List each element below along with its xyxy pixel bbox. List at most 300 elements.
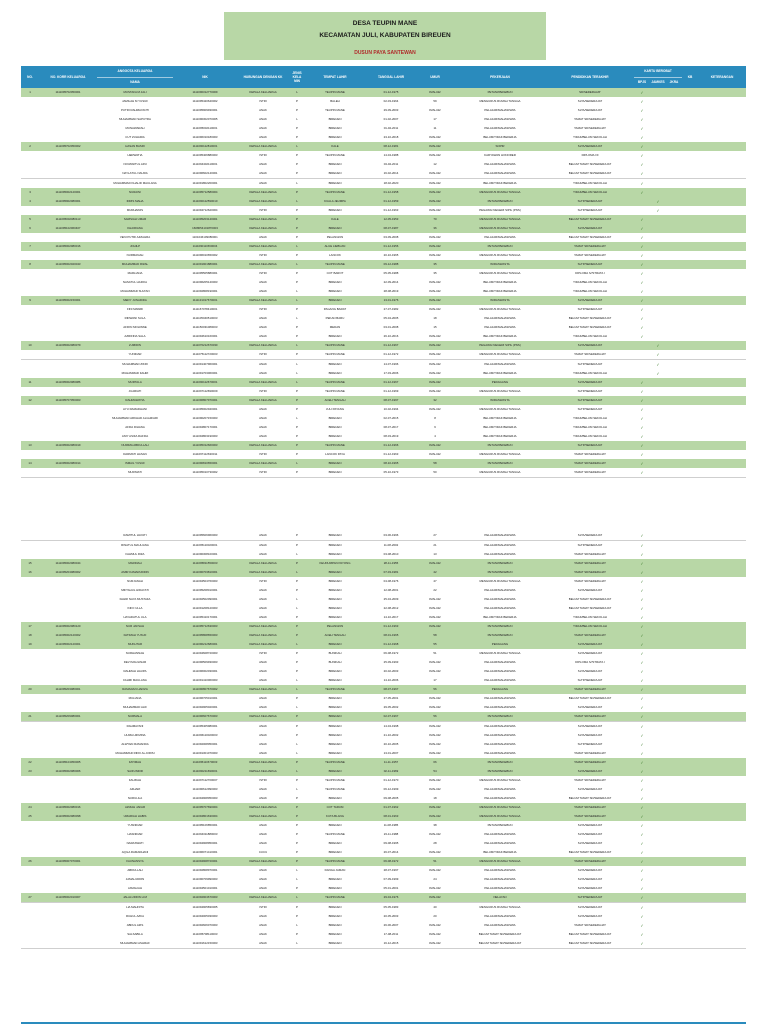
cell-jk: L (296, 678, 298, 683)
cell-b: ✓ (640, 823, 644, 829)
cell-tempat: LANCOK PAYA (325, 452, 345, 456)
cell-nama: NARASWATI (126, 841, 144, 846)
cell-tempat: BIREUEN (328, 578, 342, 583)
cell-no_kk: 1111095204080002 (55, 569, 81, 574)
cell-tgl: 16-12-2015 (383, 940, 399, 945)
cell-umur: #VALUE! (429, 868, 441, 873)
cell-didik: TIDAK/BELUM SEKOLAH (573, 180, 607, 185)
cell-jk: P (296, 931, 298, 936)
cell-jk: P (296, 587, 298, 592)
cell-b: ✓ (640, 325, 644, 331)
cell-nama: RIDWANI SULA (124, 316, 146, 321)
cell-nik: 1111095811550003 (192, 560, 218, 565)
cell-hub: KEPALA KELUARGA (249, 768, 277, 773)
cell-umur: #VALUE! (429, 252, 441, 257)
cell-jk: L (296, 243, 298, 248)
cell-kerja: PETANI/PEKEBUN (487, 569, 513, 574)
cell-didik: BELUM TAMAT SD/SEDERAJAT (568, 216, 612, 221)
cell-nama: RAHMAYANI (126, 723, 144, 728)
cell-no: 3 (29, 189, 31, 194)
cell-tempat: TEUPIN MANE (325, 786, 345, 791)
cell-tempat: TEUPIN MANE (325, 859, 345, 864)
cell-hub: ANAK (259, 361, 267, 366)
cell-j: ✓ (656, 361, 660, 367)
cell-nik: 1111070212670030 (192, 343, 218, 348)
cell-umur: 54 (433, 768, 437, 773)
cell-tempat: BIREUEN (328, 289, 342, 294)
header-kb: KB (687, 75, 693, 79)
cell-b: ✓ (640, 307, 644, 313)
cell-umur: #VALUE! (429, 307, 441, 312)
cell-kerja: PELAJAR/MAHASISWA (484, 841, 516, 846)
cell-kerja: PELAJAR/MAHASISWA (484, 886, 516, 891)
cell-nik: 1111097112700007 (192, 777, 218, 782)
header-tanggal-lahir: TANGGAL LAHIR (377, 75, 405, 79)
cell-jk: P (296, 633, 298, 637)
cell-no: 4 (29, 198, 31, 203)
cell-hub: KEPALA KELUARGA (249, 714, 277, 719)
cell-didik: SLTP/SEDERAJAT (577, 397, 603, 402)
cell-no: 18 (28, 633, 32, 637)
cell-tempat: BIREUEN (328, 723, 342, 728)
cell-umur: 17 (433, 117, 437, 122)
cell-no: 14 (28, 461, 32, 466)
cell-tempat: BIREUEN (328, 904, 342, 909)
cell-b: ✓ (640, 578, 644, 584)
cell-jk: P (296, 252, 298, 257)
cell-tgl: 20-05-2003 (383, 913, 399, 918)
cell-b: ✓ (640, 271, 644, 276)
cell-nik: 1111094801630004 (192, 814, 218, 818)
cell-hub: ANAK (259, 542, 267, 547)
cell-umur: 6 (434, 424, 436, 429)
cell-kerja: MENGURUS RUMAH TANGGA (479, 252, 521, 257)
cell-hub: ANAK (259, 180, 267, 185)
cell-tgl: 17-03-2006 (383, 370, 399, 375)
cell-umur: #VALUE! (429, 180, 441, 185)
cell-didik: SLTA/SEDERAJAT (577, 669, 603, 674)
cell-tempat: KUALA JEUMPA (324, 198, 346, 203)
cell-kerja: PEDAGANG (491, 687, 509, 692)
cell-b: ✓ (640, 551, 644, 557)
cell-nama: CUT ZUHAIRA (125, 135, 145, 140)
cell-didik: SLTP/SEDERAJAT (577, 406, 603, 411)
cell-b: ✓ (640, 642, 644, 648)
header-nama: NAMA (130, 80, 140, 84)
cell-nik: 1111091703060001 (192, 370, 218, 375)
cell-tempat: BIREUEN (328, 180, 342, 185)
cell-didik: SLTA/SEDERAJAT (577, 379, 603, 384)
cell-tempat: BIREUEN (328, 940, 342, 945)
cell-tgl: 23-10-2018 (383, 135, 399, 140)
village-title: DESA TEUPIN MANE (352, 20, 418, 27)
cell-no_kk: 1111095209080001 (55, 714, 81, 719)
cell-nama: FINI MAWRI (126, 307, 144, 312)
header-bpjs: BPJS (637, 80, 647, 84)
cell-umur: 12 (433, 162, 437, 167)
cell-tempat: TEUPIN MANE (325, 777, 345, 782)
cell-tgl: 07-09-1999 (383, 877, 399, 882)
cell-jk: L (296, 922, 298, 927)
cell-umur: 21 (433, 542, 437, 547)
cell-tgl: 01-12-1956 (383, 243, 399, 248)
cell-kerja: PELAJAR/MAHASISWA (484, 542, 516, 547)
cell-jk: L (296, 461, 298, 466)
cell-tempat: COT BAROT (326, 271, 344, 275)
cell-didik: SLTA/SEDERAJAT (577, 533, 603, 538)
cell-didik: SLTA/SEDERAJAT (577, 108, 603, 113)
cell-umur: 13 (433, 551, 437, 556)
cell-hub: ANAK (259, 135, 267, 140)
cell-tempat: LANCOK (329, 252, 341, 257)
cell-tgl: 03-09-2008 (383, 234, 399, 239)
cell-nik: 1111090111560004 (192, 243, 218, 248)
cell-b: ✓ (640, 388, 644, 394)
cell-hub: ANAK (259, 696, 267, 701)
cell-no_kk: 1111095002150001 (55, 298, 81, 303)
cell-no: 7 (29, 243, 31, 248)
cell-jk: L (296, 605, 298, 610)
cell-umur: #VALUE! (429, 361, 441, 366)
cell-hub: ANAK (259, 823, 267, 828)
cell-jk: L (296, 877, 298, 882)
cell-tgl: 29-05-2002 (383, 705, 399, 710)
cell-b: ✓ (640, 687, 644, 693)
cell-kerja: BELUM/TIDAK BEKERJA (483, 135, 517, 140)
cell-nama: ISMAIL YUSUF (125, 461, 145, 466)
cell-nik: 1111092502090001 (192, 596, 218, 601)
cell-nik: 1111091407960001 (192, 361, 218, 366)
header-jkra: JKRA (669, 80, 679, 84)
cell-nama: PUTRI RAHMAYANTI (121, 108, 149, 113)
cell-jk: L (296, 895, 298, 900)
cell-hub: ISTRI (259, 578, 267, 583)
cell-b: ✓ (640, 379, 644, 385)
cell-tempat: JULI PAYANG (325, 406, 345, 411)
cell-kerja: PELAJAR/MAHASISWA (484, 587, 516, 592)
cell-tgl: 09-08-1995 (383, 841, 399, 846)
cell-kerja: PEDAGANG (491, 379, 509, 384)
cell-tgl: 02-07-2015 (383, 415, 399, 420)
hamlet-subtitle: DUSUN PAYA SANTEWAN (354, 50, 416, 56)
cell-nama: SAMSIAH UMAR (123, 216, 147, 221)
cell-no_kk: 1111095002080044 (55, 560, 81, 565)
cell-jk: P (296, 795, 298, 800)
cell-didik: TIDAK/BELUM SEKOLAH (573, 433, 607, 438)
cell-b: ✓ (640, 714, 644, 720)
cell-nik: 1111090112810001 (192, 144, 218, 149)
cell-umur: #VALUE! (429, 406, 441, 411)
cell-kerja: PELAJAR/MAHASISWA (484, 750, 516, 755)
cell-kerja: MENGURUS RUMAH TANGGA (479, 99, 521, 104)
cell-jk: L (296, 316, 298, 321)
cell-tgl: 28-11-1955 (383, 560, 399, 565)
cell-didik: SLTP/SEDERAJAT (577, 895, 603, 900)
cell-jk: P (296, 660, 298, 665)
cell-umur: #VALUE! (429, 804, 441, 809)
cell-kerja: BELUM/TIDAK BEKERJA (483, 424, 517, 429)
cell-tempat: ALUE LIEBUAN (324, 243, 346, 248)
cell-tempat: BIREUEN (328, 705, 342, 710)
cell-hub: ISTRI (259, 904, 267, 909)
cell-jk: L (296, 868, 298, 873)
cell-kerja: MENGURUS RUMAH TANGGA (479, 225, 521, 230)
cell-b: ✓ (640, 786, 644, 792)
cell-kerja: PELAJAR/MAHASISWA (484, 551, 516, 556)
cell-tgl: 08-03-2019 (383, 433, 399, 438)
cell-tempat: TEUPIN MANE (325, 153, 345, 158)
cell-jk: P (296, 542, 298, 547)
cell-b: ✓ (640, 660, 644, 666)
cell-umur: #VALUE! (429, 741, 441, 746)
cell-nama: FAUZIAH (128, 777, 142, 782)
cell-tgl: 03-06-1996 (383, 533, 399, 538)
cell-nama: MUHAMMAD ALIF (122, 705, 148, 710)
cell-jk: L (296, 687, 298, 692)
cell-no_kk: 1111095002080079 (55, 343, 81, 348)
cell-umur: 58 (433, 461, 437, 466)
cell-no: 2 (29, 144, 31, 149)
cell-kerja: PETANI/PEKEBUN (487, 198, 513, 203)
cell-kerja: PELAJAR/MAHASISWA (484, 877, 516, 882)
cell-nik: 1111097112630011 (192, 452, 218, 456)
cell-nik: 1111095406880003 (192, 153, 218, 158)
cell-no_kk: 1111095902080001 (55, 198, 81, 203)
cell-didik: SLTA/SEDERAJAT (577, 343, 603, 348)
cell-tgl: 11-11-1957 (383, 759, 399, 764)
cell-b: ✓ (640, 452, 644, 457)
cell-jk: L (296, 370, 298, 375)
cell-tempat: BIREUEN (328, 614, 342, 619)
cell-hub: ISTRI (259, 352, 267, 357)
cell-hub: ISTRI (259, 388, 267, 393)
cell-jk: P (296, 759, 298, 764)
cell-jk: P (296, 108, 298, 113)
cell-hub: ISTRI (259, 252, 267, 257)
cell-hub: KEPALA KELUARGA (249, 759, 277, 764)
cell-tempat: BIREUEN (328, 424, 342, 429)
cell-didik: TAMAT SD/SEDERAJAT (574, 461, 606, 466)
cell-j: ✓ (656, 343, 660, 349)
cell-kerja: WIRASWASTA (490, 397, 510, 402)
cell-j: ✓ (656, 370, 660, 376)
cell-kerja: BELUM/TIDAK BEKERJA (483, 415, 517, 420)
cell-jk: P (296, 135, 298, 140)
cell-no: 26 (28, 859, 32, 864)
cell-kerja: PELAJAR/MAHASISWA (484, 696, 516, 701)
cell-tempat: BIREUEN (328, 605, 342, 610)
cell-tgl: 01-02-2007 (383, 117, 399, 122)
cell-tempat: BIREUEN (328, 117, 342, 122)
cell-tgl: 29-09-2003 (383, 108, 399, 113)
cell-nama: MUNAWARAH (125, 126, 145, 131)
cell-b: ✓ (640, 832, 644, 838)
cell-nama: MARLIANA (127, 271, 143, 275)
cell-tempat: TEUPIN MANE (325, 343, 345, 348)
cell-hub: KEPALA KELUARGA (249, 198, 277, 203)
cell-nama: MUHAMMAD ASHRAF (120, 940, 150, 945)
cell-tgl: 14-04-1998 (383, 723, 399, 728)
cell-nama: FATIMAH YUSUF (123, 633, 147, 637)
cell-nama: MUHAMMAD RIZAL (121, 261, 149, 266)
cell-umur: #VALUE! (429, 442, 441, 447)
cell-tempat: COT TARUM (326, 804, 344, 809)
cell-nik: 1111095405980001 (192, 723, 218, 728)
cell-hub: ANAK (259, 406, 267, 411)
cell-kerja: BELUM/TIDAK BEKERJA (483, 280, 517, 285)
cell-no_kk: 1111095203080001 (55, 687, 81, 692)
cell-umur: #VALUE! (429, 732, 441, 737)
cell-tgl: 11-08-2002 (383, 542, 399, 547)
cell-nama: MURTALA (128, 379, 142, 384)
cell-nama: NURHANNAH (125, 651, 145, 656)
cell-b: ✓ (640, 596, 644, 602)
cell-kerja: MENGURUS RUMAH TANGGA (479, 470, 521, 475)
cell-umur: 17 (433, 678, 437, 683)
cell-nama: RAMADAN HAFIZA (122, 687, 148, 692)
cell-didik: TAMAT SD/SEDERAJAT (574, 470, 606, 475)
cell-no_kk: 1111095002080016 (55, 243, 81, 248)
cell-nik: 1111092008050001 (192, 741, 218, 746)
cell-umur: #VALUE! (429, 705, 441, 710)
cell-nama: JOHILP (129, 243, 141, 248)
cell-nama: NASATUL HAFIKA (122, 280, 148, 285)
cell-nik: 1111096205140003 (192, 280, 218, 285)
table-header (21, 66, 746, 88)
cell-umur: 4 (434, 433, 436, 438)
cell-jk: P (296, 280, 298, 285)
cell-nik: 1111095909930001 (192, 108, 218, 113)
cell-kerja: PELAJAR/MAHASISWA (484, 596, 516, 601)
cell-nama: FAUNANSYA (126, 859, 144, 864)
cell-b: ✓ (640, 931, 644, 937)
cell-tempat: TEUPIN MANE (325, 759, 345, 764)
cell-didik: SLTP/SEDERAJAT (577, 261, 603, 266)
cell-umur: 56 (433, 687, 437, 692)
cell-tgl: 18-02-2020 (383, 180, 399, 185)
cell-tempat: BIREUEN (328, 931, 342, 936)
cell-kerja: PELAJAR/MAHASISWA (484, 723, 516, 728)
cell-nama: RUHUL AZKA (125, 913, 145, 918)
cell-hub: ANAK (259, 841, 267, 846)
cell-tgl: 14-10-2006 (383, 678, 399, 683)
cell-nama: MUHAMMAD SULTAN (120, 289, 150, 294)
cell-b: ✓ (640, 569, 644, 575)
cell-hub: ANAK (259, 877, 267, 882)
cell-umur: #VALUE! (429, 189, 441, 194)
cell-tgl: 04-02-2011 (383, 162, 399, 167)
cell-tempat: BIREUEN (328, 551, 342, 556)
cell-kerja: PELAJAR/MAHASISWA (484, 678, 516, 683)
cell-didik: SLTA/SEDERAJAT (577, 642, 603, 647)
cell-kerja: PELAJAR/MAHASISWA (484, 126, 516, 131)
cell-umur: #VALUE! (429, 777, 441, 782)
cell-kerja: MENGURUS RUMAH TANGGA (479, 804, 521, 809)
cell-jk: L (296, 415, 298, 420)
cell-jk: L (296, 768, 298, 773)
cell-no: 25 (28, 814, 32, 818)
cell-tempat: BIREUEN (328, 433, 342, 438)
cell-kerja: KARYAWAN HONORER (484, 153, 516, 158)
cell-nama: ALWYEN RAMANDA (121, 741, 149, 746)
cell-nik: 1111094610160001 (192, 334, 218, 339)
cell-didik: SLTA/SEDERAJAT (577, 225, 603, 230)
cell-nik: 1111094311880003 (192, 832, 218, 837)
cell-umur: 38 (433, 823, 437, 828)
cell-b: ✓ (640, 225, 644, 231)
cell-nik: 1111094504760003 (192, 578, 218, 583)
cell-no_kk: 1111095002080014 (55, 461, 81, 466)
cell-nama: AYU RAMADHANI (123, 406, 147, 411)
cell-tempat: BIREUEN (328, 587, 342, 592)
cell-hub: ANAK (259, 868, 267, 873)
cell-tempat: BIREUEN (328, 669, 342, 674)
cell-nik: 1111095410170001 (192, 614, 218, 619)
cell-umur: 36 (433, 225, 437, 230)
cell-umur: #VALUE! (429, 343, 441, 348)
cell-tgl: 01-12-1963 (383, 623, 399, 628)
cell-b: ✓ (640, 814, 644, 819)
cell-jk: L (296, 786, 298, 791)
cell-kerja: WIRASWASTA (490, 261, 510, 266)
cell-nama: FATIMAH (128, 759, 142, 764)
cell-tgl: 13-01-2007 (383, 750, 399, 755)
cell-umur: #VALUE! (429, 596, 441, 601)
cell-jk: P (296, 424, 298, 429)
cell-hub: KEPALA KELUARGA (249, 461, 277, 466)
cell-b: ✓ (640, 723, 644, 729)
cell-b: ✓ (640, 334, 644, 340)
cell-hub: ANAK (259, 614, 267, 619)
cell-hub: ANAK (259, 931, 267, 936)
cell-nama: HAYADATUL ULA (123, 614, 147, 619)
cell-b: ✓ (640, 587, 644, 593)
cell-b: ✓ (640, 877, 644, 883)
cell-tempat: BIREUEN (328, 850, 342, 855)
cell-hub: ANAK (259, 433, 267, 438)
cell-hub: ANAK (259, 913, 267, 918)
cell-tgl: 04-08-1976 (383, 578, 399, 583)
cell-tempat: BIREUEN (328, 361, 342, 366)
cell-didik: BELUM TAMAT SD/SEDERAJAT (568, 596, 612, 601)
cell-umur: 59 (433, 99, 437, 104)
cell-no_kk: 1111095002120002 (55, 633, 81, 637)
cell-nama: AZHARI (129, 786, 141, 791)
cell-no_kk: 1111095002080006 (55, 768, 81, 773)
cell-b: ✓ (640, 651, 644, 657)
cell-didik: TAMAT SD/SEDERAJAT (574, 560, 606, 565)
cell-tempat: PELANGKIN (326, 623, 344, 628)
cell-tgl: 01-12-1970 (383, 777, 399, 782)
cell-kerja: PELAJAR/MAHASISWA (484, 832, 516, 837)
cell-nama: LIA MAHNITA (126, 904, 144, 909)
cell-b: ✓ (640, 777, 644, 783)
cell-nama: VENI PUTRI AZZAHRA (119, 234, 151, 239)
cell-nama: NAYLATUL NAURA (122, 171, 148, 176)
cell-nama: MURNIATI (128, 470, 142, 475)
cell-hub: KEPALA KELUARGA (249, 216, 277, 221)
cell-nik: 1111092606070003 (192, 922, 218, 927)
cell-nik: 1111095208010001 (192, 587, 218, 592)
cell-didik: TIDAK/BELUM SEKOLAH (573, 289, 607, 294)
cell-kerja: PELAJAR/MAHASISWA (484, 325, 516, 330)
cell-nik: 1111096002030001 (192, 669, 218, 674)
cell-nama: MUSTAFA M.JALI (123, 90, 147, 94)
cell-nama: HASAN BASRI (125, 144, 145, 149)
cell-tgl: 13-01-1976 (383, 298, 399, 303)
cell-tgl: 28-08-2019 (383, 289, 399, 294)
cell-b: ✓ (640, 795, 644, 801)
